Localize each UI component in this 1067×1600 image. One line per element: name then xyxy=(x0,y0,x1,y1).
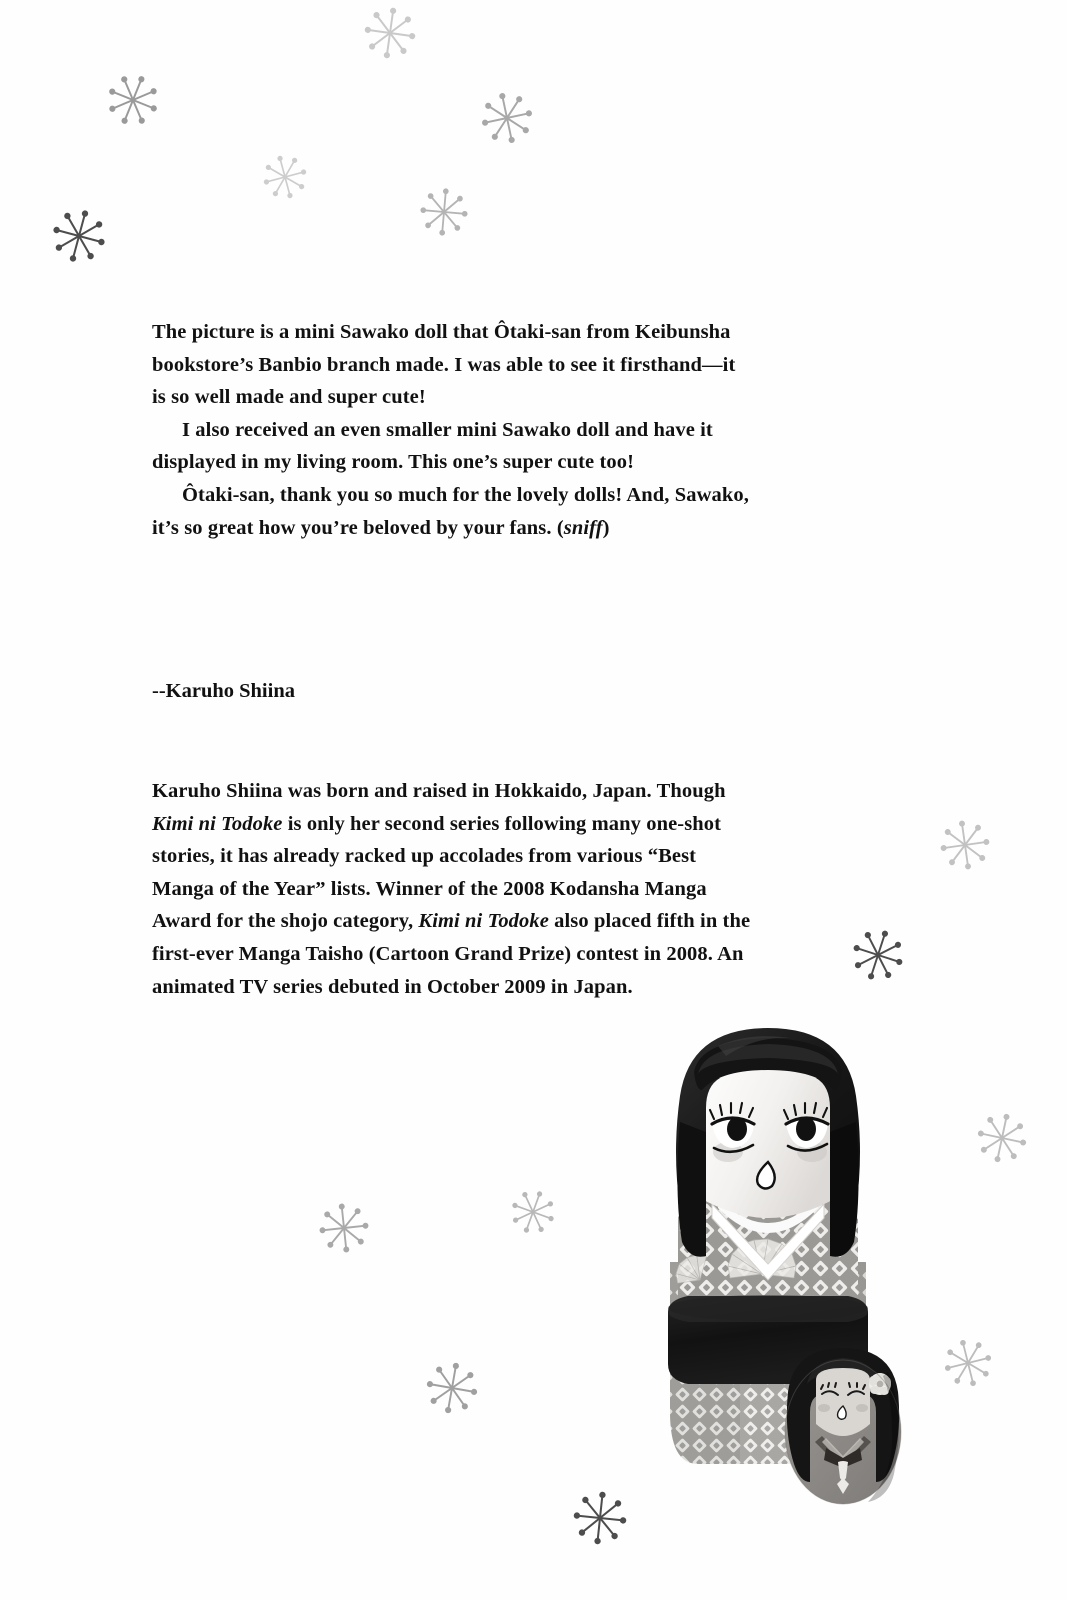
bio-run-3: Kimi ni Todoke xyxy=(418,910,549,933)
snowflake-14-icon xyxy=(571,1489,629,1547)
author-letter-text xyxy=(152,316,752,544)
sawako-doll-photograph xyxy=(640,1012,930,1532)
snowflake-1-icon xyxy=(362,5,418,61)
letter-paragraph-3 xyxy=(152,479,752,544)
doll-photo-svg xyxy=(640,1012,930,1532)
letter-paragraph-1-run-0: The picture is a mini Sawako doll that Ôtaki-san from Keibunsha bookstore’s Banbio branch made. I was able to see it firsthand—it is so well made and super cute! xyxy=(152,321,736,409)
letter-paragraph-1 xyxy=(152,316,752,414)
bio-run-0: Karuho Shiina was born and raised in Hokkaido, Japan. Though xyxy=(152,780,726,802)
letter-paragraph-3-run-0: Ôtaki-san, thank you so much for the lovely dolls! And, Sawako, it’s so great how you’re beloved by your fans. ( xyxy=(152,483,749,539)
author-biography xyxy=(152,775,752,1003)
snowflake-8-icon xyxy=(850,927,906,983)
snowflake-7-icon xyxy=(938,818,992,872)
bio-run-1: Kimi ni Todoke xyxy=(152,812,283,835)
snowflake-2-icon xyxy=(105,72,161,128)
letter-paragraphs xyxy=(152,316,752,544)
snowflake-3-icon xyxy=(479,90,535,146)
letter-paragraph-3-run-2: ) xyxy=(602,516,610,539)
snowflake-11-icon xyxy=(509,1188,557,1236)
snowflake-9-icon xyxy=(975,1111,1029,1165)
snowflake-4-icon xyxy=(261,153,309,201)
bio-run-2: is only her second series following many one-shot stories, it has already racked up accolades from various “Best Manga of the Year” lists. Winner of the 2008 Kodansha Manga Award for the shojo category, xyxy=(152,812,722,933)
snowflake-6-icon xyxy=(50,207,108,265)
letter-paragraph-2-run-0: I also received an even smaller mini Sawako doll and have it displayed in my living room. This one’s super cute too! xyxy=(152,418,713,474)
snowflake-13-icon xyxy=(942,1337,994,1389)
letter-paragraph-3-run-1: sniff xyxy=(563,516,603,539)
snowflake-5-icon xyxy=(418,186,470,238)
small-sawako-doll xyxy=(785,1348,901,1504)
snowflake-12-icon xyxy=(424,1360,480,1416)
letter-signature: --Karuho Shiina xyxy=(152,680,295,702)
bio-run-4: also placed fifth in the first-ever Manga Taisho (Cartoon Grand Prize) contest in 2008. An animated TV series debuted in October 2009 in Japan. xyxy=(152,910,751,998)
snowflake-10-icon xyxy=(317,1201,371,1255)
letter-paragraph-2 xyxy=(152,414,752,479)
